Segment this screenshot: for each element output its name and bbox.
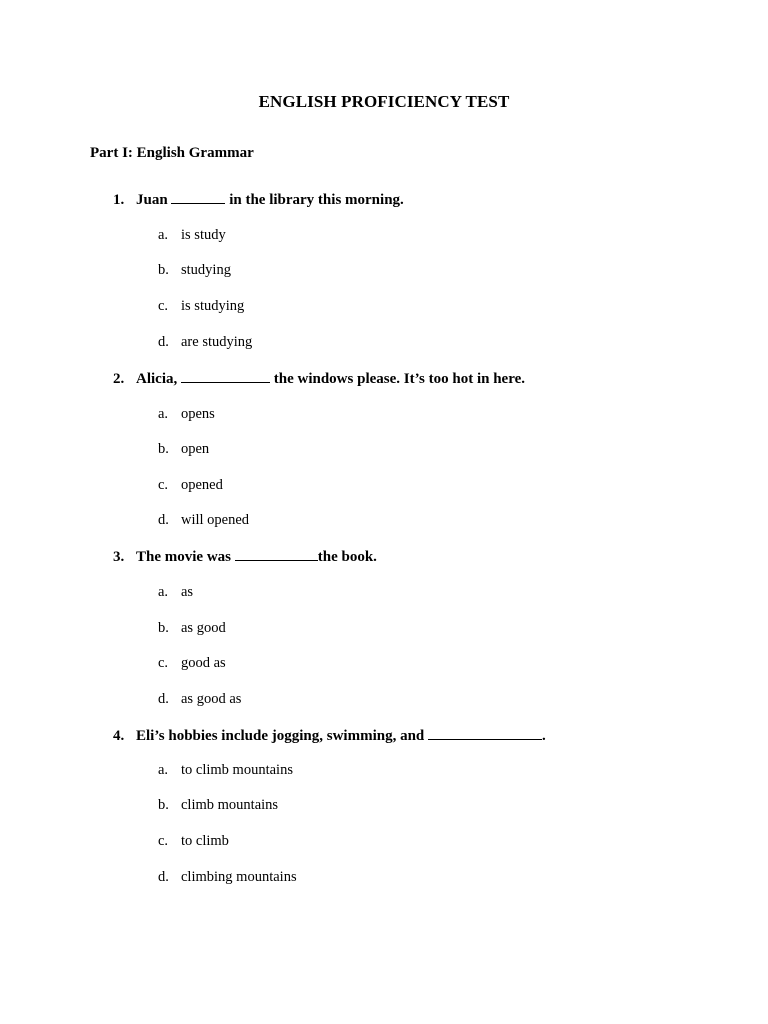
option-letter: d. [158,691,169,707]
question-number: 4. [113,728,125,744]
question-text-before: The movie was [136,549,231,565]
option-4d [158,869,297,886]
option-1b [158,262,231,279]
option-1d [158,334,252,351]
question-3 [113,548,377,566]
option-letter: c. [158,833,169,849]
option-letter: c. [158,655,169,671]
option-4b [158,797,278,814]
option-letter: c. [158,298,169,314]
part-heading: Part I: English Grammar [90,145,254,161]
option-text: opens [181,406,215,422]
option-letter: b. [158,797,169,813]
question-number: 1. [113,192,125,208]
option-letter: d. [158,334,169,350]
question-text-before: Alicia, [136,371,178,387]
option-text: to climb [181,833,229,849]
option-letter: b. [158,620,169,636]
question-text-after: the windows please. It’s too hot in here. [273,371,526,387]
answer-blank [428,727,542,740]
option-text: is studying [181,298,245,314]
question-number: 3. [113,549,125,565]
option-letter: a. [158,762,169,778]
question-text-after: . [542,728,546,744]
option-text: will opened [181,512,250,528]
option-3b [158,620,226,637]
option-letter: a. [158,227,169,243]
question-1 [113,191,404,209]
question-2 [113,370,525,388]
option-1c [158,298,244,315]
option-text: as good [181,620,226,636]
option-4c [158,833,229,850]
question-text-before: Juan [136,192,168,208]
option-letter: c. [158,477,169,493]
option-3c [158,655,226,672]
option-text: climb mountains [181,797,279,813]
option-3d [158,691,241,708]
option-2b [158,441,209,458]
option-letter: b. [158,262,169,278]
option-text: are studying [181,334,253,350]
question-text-after: in the library this morning. [229,192,404,208]
question-text-after: the book. [317,549,377,565]
option-text: as [181,584,194,600]
option-text: as good as [181,691,242,707]
option-2d [158,512,249,529]
option-text: open [181,441,210,457]
option-text: studying [181,262,231,278]
option-2c [158,477,223,494]
option-1a [158,227,226,244]
option-text: is study [181,227,226,243]
option-2a [158,406,215,423]
option-letter: a. [158,584,169,600]
question-number: 2. [113,371,125,387]
answer-blank [171,191,225,204]
option-letter: a. [158,406,169,422]
page-title: ENGLISH PROFICIENCY TEST [258,92,510,111]
option-3a [158,584,193,601]
answer-blank [235,548,318,561]
option-text: climbing mountains [181,869,297,885]
option-letter: b. [158,441,169,457]
answer-blank [181,370,270,383]
question-4 [113,727,546,745]
question-text-before: Eli’s hobbies include jogging, swimming, and [136,728,425,744]
option-text: opened [181,477,223,493]
option-letter: d. [158,512,169,528]
option-letter: d. [158,869,169,885]
option-text: good as [181,655,226,671]
option-4a [158,762,293,779]
option-text: to climb mountains [181,762,293,778]
